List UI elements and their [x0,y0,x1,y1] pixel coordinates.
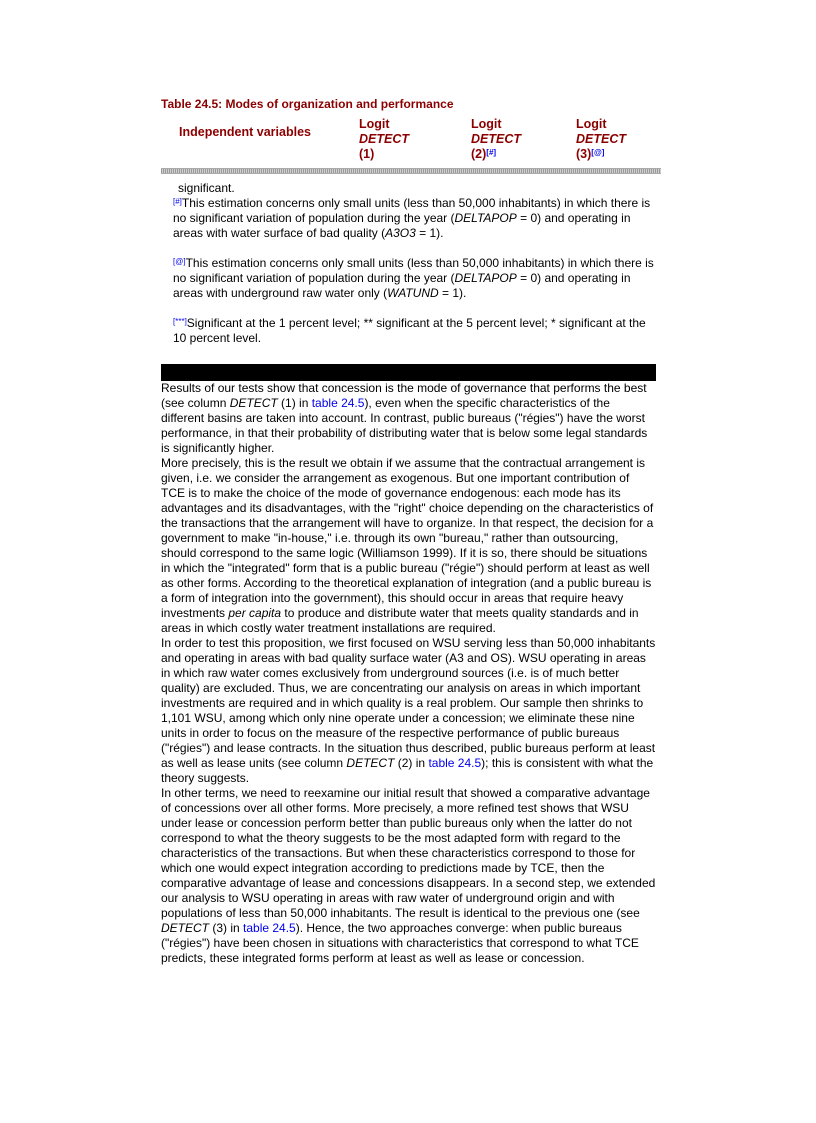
footnote-link-at[interactable]: [@] [591,148,605,157]
table-divider [161,168,661,174]
note-significant: significant. [178,181,235,195]
note-stars-anchor[interactable]: [***] [173,317,187,326]
black-separator-bar [161,364,656,381]
note-hash-anchor[interactable]: [#] [173,197,182,206]
note-hash: [#]This estimation concerns only small units (less than 50,000 inhabitants) in which there is no significant variation of population during the year (DELTAPOP = 0) and operating in areas with water surface of bad quality (A3O3 = 1). [173,196,651,240]
table-header [161,117,661,162]
footnote-link-hash[interactable]: [#] [486,148,497,157]
header-col-3: Logit DETECT (3)[@] [576,117,626,161]
header-col-1: Logit DETECT (1) [359,117,409,161]
table-link-3[interactable]: table 24.5 [243,921,296,935]
table-link-2[interactable]: table 24.5 [428,756,482,770]
paragraph-3: In order to test this proposition, we first focused on WSU serving less than 50,000 inhabitants and operating in areas with bad quality surface water (A3 and OS). WSU operating in areas in which raw water comes exclusively from underground sources (i.e. is of much better quality) are excluded. Thus, we are concentrating our analysis on areas in which important investments are required and in which quality is a real problem. Our sample then shrinks to 1,101 WSU, among which only nine operate under a concession; we eliminate these nine units in order to focus on the measure of the respective performance of public bureaus ("régies") and lease contracts. In the situation thus described, public bureaus perform at least as well as lease units (see column DETECT (2) in table 24.5); this is consistent with what the theory suggests. [161,636,656,785]
header-independent-variables: Independent variables [179,125,311,139]
paragraph-4: In other terms, we need to reexamine our initial result that showed a comparative advantage of concessions over all other forms. More precisely, a more refined test shows that WSU under lease or concession perform better than public bureaus only when the latter do not correspond to what the theory suggests to be the most adapted form with regard to the characteristics of the transactions. But when these characteristics correspond to those for which one would expect integration according to predictions made by TCE, then the comparative advantage of lease and concessions disappears. In a second step, we extended our analysis to WSU operating in areas with raw water of underground origin and with populations of less than 50,000 inhabitants. The result is identical to the previous one (see DETECT (3) in table 24.5). Hence, the two approaches converge: when public bureaus ("régies") have been chosen in situations with characteristics that correspond to what TCE predicts, these integrated forms perform at least as well as lease or concession. [161,786,656,965]
table-caption: Table 24.5: Modes of organization and performance [161,97,454,111]
table-link-1[interactable]: table 24.5 [311,396,365,410]
note-stars: [***]Significant at the 1 percent level; ** significant at the 5 percent level; * significant at the 10 percent level. [173,316,646,345]
body-text [161,381,656,966]
paragraph-1: Results of our tests show that concession is the mode of governance that performs the best (see column DETECT (1) in table 24.5), even when the specific characteristics of the different basins are taken into account. In contrast, public bureaus ("régies") have the worst performance, in that their probability of distributing water that is below some legal standards is significantly higher. [161,381,648,455]
note-at-anchor[interactable]: [@] [173,257,186,266]
table-section [161,97,656,346]
header-col-2: Logit DETECT (2)[#] [471,117,521,161]
table-notes [161,181,661,346]
note-at: [@]This estimation concerns only small units (less than 50,000 inhabitants) in which there is no significant variation of population during the year (DELTAPOP = 0) and operating in areas with underground raw water only (WATUND = 1). [173,256,654,300]
paragraph-2: More precisely, this is the result we obtain if we assume that the contractual arrangement is given, i.e. we consider the arrangement as exogenous. But one important contribution of TCE is to make the choice of the mode of governance endogenous: each mode has its advantages and its disadvantages, with the "right" choice depending on the characteristics of the transactions that the arrangement will have to organize. In that respect, the decision for a government to make "in-house," i.e. through its own "bureau," rather than outsourcing, should correspond to the same logic (Williamson 1999). If it is so, there should be situations in which the "integrated" form that is a public bureau ("régie") should perform at least as well as other forms. According to the theoretical explanation of integration (and a public bureau is a form of integration into the government), this should occur in areas that require heavy investments per capita to produce and distribute water that meets quality standards and in areas in which costly water treatment installations are required. [161,456,654,635]
